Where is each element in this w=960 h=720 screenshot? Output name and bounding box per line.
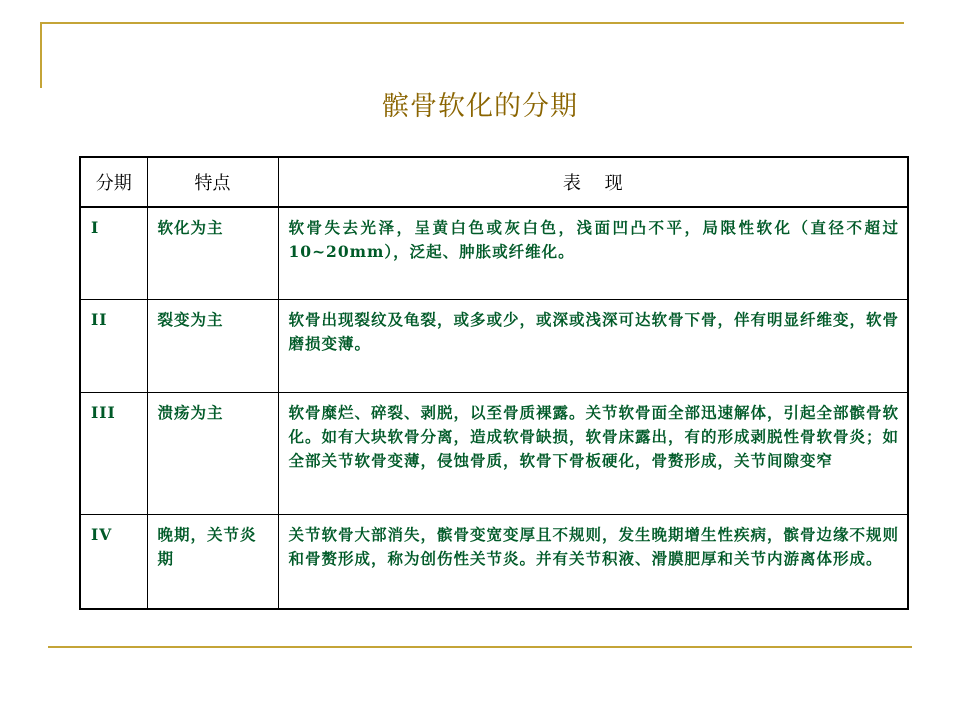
table-row bbox=[80, 514, 908, 609]
header-manifestation: 表 现 bbox=[278, 157, 908, 207]
header-feature: 特点 bbox=[147, 157, 278, 207]
stage-cell: II bbox=[80, 299, 147, 392]
stage-cell: I bbox=[80, 207, 147, 299]
manifestation-cell: 软骨糜烂、碎裂、剥脱，以至骨质裸露。关节软骨面全部迅速解体，引起全部髌骨软化。如有大块软骨分离，造成软骨缺损，软骨床露出，有的形成剥脱性骨软骨炎；如全部关节软骨变薄，侵蚀骨质，软骨下骨板硬化，骨赘形成，关节间隙变窄 bbox=[278, 392, 908, 514]
header-stage: 分期 bbox=[80, 157, 147, 207]
table-row bbox=[80, 299, 908, 392]
manifestation-cell: 软骨失去光泽，呈黄白色或灰白色，浅面凹凸不平，局限性软化（直径不超过10~20mm），泛起、肿胀或纤维化。 bbox=[278, 207, 908, 299]
slide-title: 髌骨软化的分期 bbox=[382, 91, 578, 122]
feature-cell: 裂变为主 bbox=[147, 299, 278, 392]
left-decorative-rule bbox=[40, 22, 42, 88]
stage-cell: IV bbox=[80, 514, 147, 609]
top-decorative-rule bbox=[40, 22, 904, 24]
feature-cell: 软化为主 bbox=[147, 207, 278, 299]
table-header-row bbox=[80, 157, 908, 207]
manifestation-cell: 关节软骨大部消失，髌骨变宽变厚且不规则，发生晚期增生性疾病，髌骨边缘不规则和骨赘形成，称为创伤性关节炎。并有关节积液、滑膜肥厚和关节内游离体形成。 bbox=[288, 524, 900, 568]
stages-table bbox=[79, 156, 909, 610]
table-row bbox=[80, 392, 908, 514]
feature-cell: 溃疡为主 bbox=[147, 392, 278, 514]
feature-cell: 晚期，关节炎期 bbox=[147, 514, 278, 609]
bottom-decorative-rule bbox=[48, 646, 912, 648]
table-row bbox=[80, 207, 908, 299]
manifestation-cell: 软骨出现裂纹及龟裂，或多或少，或深或浅深可达软骨下骨，伴有明显纤维变，软骨磨损变薄。 bbox=[278, 299, 908, 392]
stage-cell: III bbox=[80, 392, 147, 514]
